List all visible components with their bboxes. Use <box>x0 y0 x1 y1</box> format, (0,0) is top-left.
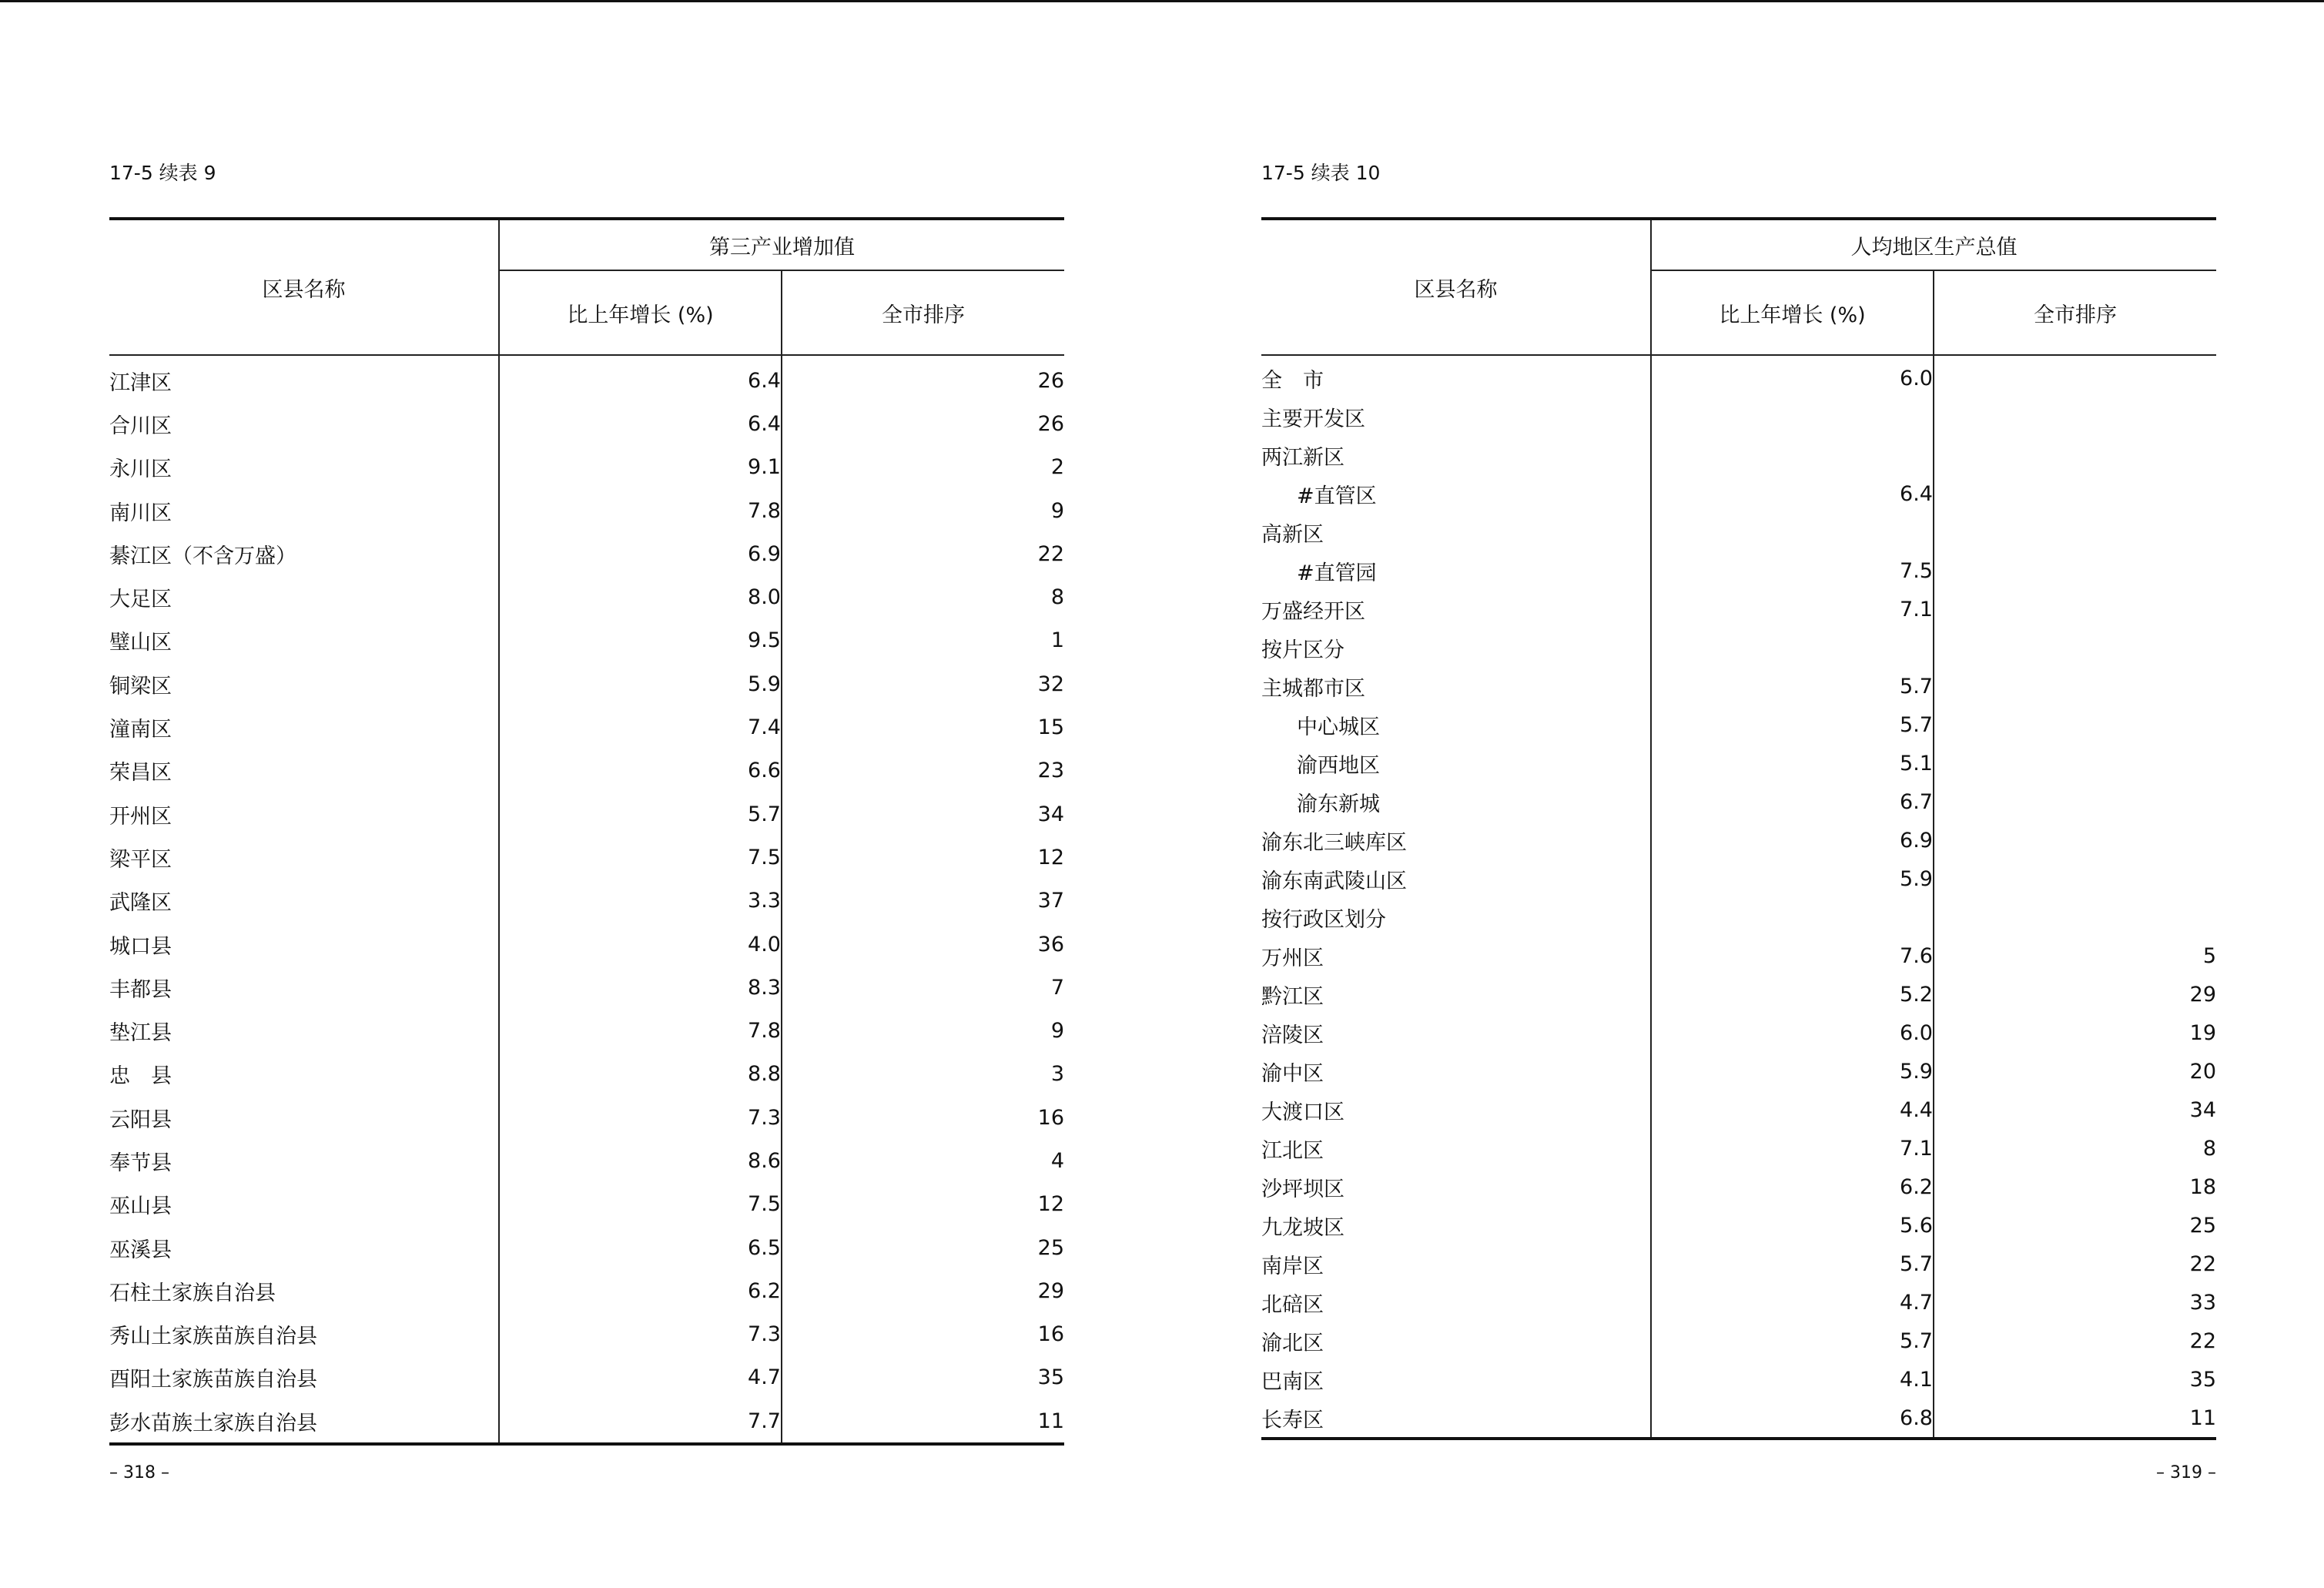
table-row <box>109 1139 1064 1182</box>
right-page <box>1261 0 2216 1588</box>
rank-cell: 9 <box>1050 1019 1064 1044</box>
table-row <box>1261 859 2216 898</box>
district-name-cell: 渝东南武陵山区 <box>1261 859 1651 898</box>
table-row <box>1261 744 2216 782</box>
growth-cell: 8.8 <box>499 1053 782 1096</box>
table-row <box>109 489 1064 532</box>
rank-cell <box>1934 628 2216 667</box>
header-district-name: 区县名称 <box>109 219 499 355</box>
growth-cell: 6.4 <box>1651 474 1934 513</box>
table-row <box>1261 1052 2216 1090</box>
rank-cell: 1 <box>1050 628 1064 653</box>
table-row <box>1261 1090 2216 1129</box>
rank-cell: 36 <box>1037 932 1064 956</box>
table-row <box>1261 1129 2216 1168</box>
district-name-cell: #直管园 <box>1261 551 1651 590</box>
rank-cell <box>1934 397 2216 436</box>
rank-cell: 34 <box>1037 802 1064 826</box>
growth-cell: 4.4 <box>1651 1090 1934 1129</box>
growth-cell: 6.7 <box>1651 782 1934 821</box>
district-name-cell: 黔江区 <box>1261 975 1651 1013</box>
growth-cell: 6.4 <box>499 355 782 402</box>
table-row <box>109 749 1064 792</box>
growth-cell <box>1651 898 1934 936</box>
table-row <box>109 1356 1064 1399</box>
district-name-cell: 两江新区 <box>1261 436 1651 474</box>
district-name-cell: 涪陵区 <box>1261 1013 1651 1052</box>
district-name-cell: 丰都县 <box>109 966 499 1009</box>
table-row <box>1261 667 2216 705</box>
growth-cell: 7.1 <box>1651 590 1934 628</box>
table-row <box>1261 705 2216 744</box>
table-row <box>109 705 1064 749</box>
growth-cell: 7.1 <box>1651 1129 1934 1168</box>
growth-cell: 8.3 <box>499 966 782 1009</box>
table-row <box>1261 397 2216 436</box>
district-name-cell: 北碚区 <box>1261 1283 1651 1322</box>
table-row <box>109 1226 1064 1269</box>
district-name-cell: 巫山县 <box>109 1183 499 1226</box>
rank-cell <box>1934 513 2216 551</box>
district-name-cell: 沙坪坝区 <box>1261 1168 1651 1206</box>
growth-cell: 6.8 <box>1651 1399 1934 1439</box>
growth-cell: 6.0 <box>1651 1013 1934 1052</box>
table-row <box>1261 628 2216 667</box>
rank-cell: 11 <box>1037 1409 1064 1433</box>
district-name-cell: 按片区分 <box>1261 628 1651 667</box>
table-row <box>109 402 1064 445</box>
growth-cell: 6.4 <box>499 402 782 445</box>
rank-cell: 25 <box>1037 1235 1064 1260</box>
table-caption: 17-5 续表 9 <box>109 162 216 184</box>
district-name-cell: 江津区 <box>109 355 499 402</box>
table-row <box>1261 1283 2216 1322</box>
district-name-cell: 主要开发区 <box>1261 397 1651 436</box>
rank-cell: 8 <box>2202 1136 2216 1161</box>
table-row <box>1261 513 2216 551</box>
district-name-cell: 渝中区 <box>1261 1052 1651 1090</box>
growth-cell: 5.6 <box>1651 1206 1934 1245</box>
rank-cell: 32 <box>1037 672 1064 696</box>
rank-cell <box>1934 898 2216 936</box>
table-row <box>109 792 1064 836</box>
table-row <box>109 879 1064 923</box>
growth-cell: 6.2 <box>1651 1168 1934 1206</box>
growth-cell <box>1651 397 1934 436</box>
table-row <box>109 1313 1064 1356</box>
growth-cell: 7.3 <box>499 1096 782 1139</box>
growth-cell: 5.1 <box>1651 744 1934 782</box>
growth-cell: 4.7 <box>499 1356 782 1399</box>
header-growth: 比上年增长 (%) <box>1651 270 1934 355</box>
table-row <box>1261 1168 2216 1206</box>
district-name-cell: 全 市 <box>1261 355 1651 397</box>
rank-cell <box>1934 821 2216 859</box>
district-name-cell: 渝东北三峡库区 <box>1261 821 1651 859</box>
table-row <box>109 1096 1064 1139</box>
table-row <box>109 1009 1064 1052</box>
growth-cell: 5.9 <box>1651 1052 1934 1090</box>
table-row <box>109 966 1064 1009</box>
growth-cell: 5.7 <box>1651 667 1934 705</box>
table-row <box>109 575 1064 618</box>
table-row <box>1261 1206 2216 1245</box>
growth-cell: 9.5 <box>499 619 782 662</box>
rank-cell: 2 <box>1050 455 1064 480</box>
data-table <box>1261 217 2216 1440</box>
growth-cell: 5.7 <box>499 792 782 836</box>
table-row <box>109 532 1064 575</box>
table-row <box>1261 1360 2216 1399</box>
header-growth: 比上年增长 (%) <box>499 270 782 355</box>
rank-cell: 26 <box>1037 411 1064 436</box>
growth-cell: 4.7 <box>1651 1283 1934 1322</box>
rank-cell <box>1934 744 2216 782</box>
growth-cell: 7.6 <box>1651 936 1934 975</box>
rank-cell: 4 <box>1050 1148 1064 1173</box>
district-name-cell: 主城都市区 <box>1261 667 1651 705</box>
rank-cell: 18 <box>2189 1174 2216 1199</box>
table-row <box>109 662 1064 705</box>
district-name-cell: 永川区 <box>109 446 499 489</box>
growth-cell: 5.7 <box>1651 1245 1934 1283</box>
rank-cell <box>1934 474 2216 513</box>
table-row <box>109 1183 1064 1226</box>
district-name-cell: 城口县 <box>109 923 499 966</box>
growth-cell: 5.7 <box>1651 705 1934 744</box>
growth-cell: 7.5 <box>1651 551 1934 590</box>
rank-cell: 35 <box>2189 1367 2216 1392</box>
rank-cell: 16 <box>1037 1105 1064 1130</box>
page-number: – 318 – <box>109 1463 169 1482</box>
district-name-cell: 按行政区划分 <box>1261 898 1651 936</box>
rank-cell <box>1934 590 2216 628</box>
district-name-cell: 璧山区 <box>109 619 499 662</box>
data-table <box>109 217 1064 1446</box>
growth-cell: 7.7 <box>499 1399 782 1444</box>
district-name-cell: 渝北区 <box>1261 1322 1651 1360</box>
district-name-cell: 高新区 <box>1261 513 1651 551</box>
district-name-cell: 荣昌区 <box>109 749 499 792</box>
district-name-cell: 巴南区 <box>1261 1360 1651 1399</box>
district-name-cell: 大渡口区 <box>1261 1090 1651 1129</box>
growth-cell: 7.8 <box>499 1009 782 1052</box>
header-rank: 全市排序 <box>782 270 1064 355</box>
growth-cell: 5.9 <box>499 662 782 705</box>
rank-cell: 29 <box>1037 1278 1064 1303</box>
district-name-cell: 武隆区 <box>109 879 499 923</box>
growth-cell: 5.2 <box>1651 975 1934 1013</box>
rank-cell: 16 <box>1037 1322 1064 1347</box>
table-body <box>1261 355 2216 1439</box>
rank-cell: 3 <box>1050 1062 1064 1087</box>
table-row <box>1261 590 2216 628</box>
district-name-cell: 梁平区 <box>109 836 499 879</box>
rank-cell: 26 <box>1037 368 1064 393</box>
rank-cell: 33 <box>2189 1290 2216 1315</box>
district-name-cell: 长寿区 <box>1261 1399 1651 1439</box>
rank-cell: 34 <box>2189 1097 2216 1122</box>
district-name-cell: 酉阳土家族苗族自治县 <box>109 1356 499 1399</box>
table-row <box>109 1399 1064 1444</box>
growth-cell: 7.5 <box>499 1183 782 1226</box>
rank-cell: 25 <box>2189 1213 2216 1238</box>
rank-cell <box>1934 436 2216 474</box>
district-name-cell: 南岸区 <box>1261 1245 1651 1283</box>
growth-cell: 6.6 <box>499 749 782 792</box>
table-row <box>1261 551 2216 590</box>
header-district-name: 区县名称 <box>1261 219 1651 355</box>
growth-cell: 9.1 <box>499 446 782 489</box>
rank-cell: 12 <box>1037 1192 1064 1217</box>
rank-cell <box>1934 667 2216 705</box>
district-name-cell: 万盛经开区 <box>1261 590 1651 628</box>
rank-cell: 8 <box>1050 585 1064 610</box>
growth-cell: 6.9 <box>499 532 782 575</box>
rank-cell: 37 <box>1037 889 1064 913</box>
rank-cell: 22 <box>2189 1328 2216 1353</box>
district-name-cell: 巫溪县 <box>109 1226 499 1269</box>
growth-cell: 8.0 <box>499 575 782 618</box>
table-body <box>109 355 1064 1444</box>
district-name-cell: 綦江区（不含万盛） <box>109 532 499 575</box>
district-name-cell: 中心城区 <box>1261 705 1651 744</box>
rank-cell <box>1934 782 2216 821</box>
growth-cell: 7.5 <box>499 836 782 879</box>
district-name-cell: 石柱土家族自治县 <box>109 1269 499 1312</box>
district-name-cell: 渝西地区 <box>1261 744 1651 782</box>
header-rank: 全市排序 <box>1934 270 2216 355</box>
growth-cell <box>1651 513 1934 551</box>
table-row <box>109 1269 1064 1312</box>
table-row <box>1261 898 2216 936</box>
table-row <box>1261 1245 2216 1283</box>
table-row <box>109 836 1064 879</box>
rank-cell: 20 <box>2189 1059 2216 1084</box>
district-name-cell: 奉节县 <box>109 1139 499 1182</box>
table-row <box>1261 436 2216 474</box>
growth-cell: 8.6 <box>499 1139 782 1182</box>
growth-cell: 6.2 <box>499 1269 782 1312</box>
district-name-cell: 合川区 <box>109 402 499 445</box>
rank-cell: 12 <box>1037 845 1064 869</box>
growth-cell: 7.3 <box>499 1313 782 1356</box>
rank-cell: 29 <box>2189 982 2216 1007</box>
district-name-cell: 垫江县 <box>109 1009 499 1052</box>
table-row <box>109 446 1064 489</box>
district-name-cell: 秀山土家族苗族自治县 <box>109 1313 499 1356</box>
rank-cell <box>1934 705 2216 744</box>
growth-cell: 7.8 <box>499 489 782 532</box>
district-name-cell: 渝东新城 <box>1261 782 1651 821</box>
growth-cell: 6.9 <box>1651 821 1934 859</box>
rank-cell <box>1934 859 2216 898</box>
district-name-cell: #直管区 <box>1261 474 1651 513</box>
table-row <box>1261 1013 2216 1052</box>
rank-cell: 11 <box>2189 1405 2216 1430</box>
table-row <box>1261 355 2216 397</box>
rank-cell: 9 <box>1050 498 1064 523</box>
rank-cell: 35 <box>1037 1365 1064 1390</box>
header-group-title: 第三产业增加值 <box>499 219 1064 270</box>
rank-cell: 22 <box>1037 541 1064 566</box>
district-name-cell: 南川区 <box>109 489 499 532</box>
growth-cell: 7.4 <box>499 705 782 749</box>
growth-cell: 6.5 <box>499 1226 782 1269</box>
growth-cell: 5.7 <box>1651 1322 1934 1360</box>
growth-cell <box>1651 436 1934 474</box>
district-name-cell: 铜梁区 <box>109 662 499 705</box>
district-name-cell: 云阳县 <box>109 1096 499 1139</box>
district-name-cell: 九龙坡区 <box>1261 1206 1651 1245</box>
rank-cell: 15 <box>1037 715 1064 740</box>
rank-cell: 23 <box>1037 759 1064 783</box>
rank-cell <box>1934 551 2216 590</box>
table-row <box>109 355 1064 402</box>
table-row <box>1261 936 2216 975</box>
rank-cell <box>1934 355 2216 397</box>
rank-cell: 5 <box>2202 943 2216 968</box>
table-row <box>109 619 1064 662</box>
table-row <box>1261 1399 2216 1439</box>
district-name-cell: 万州区 <box>1261 936 1651 975</box>
rank-cell: 7 <box>1050 975 1064 1000</box>
table-row <box>1261 975 2216 1013</box>
district-name-cell: 忠 县 <box>109 1053 499 1096</box>
growth-cell: 4.1 <box>1651 1360 1934 1399</box>
growth-cell <box>1651 628 1934 667</box>
district-name-cell: 开州区 <box>109 792 499 836</box>
rank-cell: 22 <box>2189 1251 2216 1276</box>
left-page <box>109 0 1064 1588</box>
district-name-cell: 彭水苗族土家族自治县 <box>109 1399 499 1444</box>
table-row <box>1261 474 2216 513</box>
district-name-cell: 潼南区 <box>109 705 499 749</box>
table-row <box>109 923 1064 966</box>
table-row <box>1261 782 2216 821</box>
table-row <box>1261 821 2216 859</box>
growth-cell: 3.3 <box>499 879 782 923</box>
table-caption: 17-5 续表 10 <box>1261 162 1381 184</box>
growth-cell: 6.0 <box>1651 355 1934 397</box>
district-name-cell: 大足区 <box>109 575 499 618</box>
table-row <box>109 1053 1064 1096</box>
rank-cell: 19 <box>2189 1020 2216 1045</box>
table-row <box>1261 1322 2216 1360</box>
header-group-title: 人均地区生产总值 <box>1651 219 2216 270</box>
page-number: – 319 – <box>2156 1463 2216 1482</box>
growth-cell: 4.0 <box>499 923 782 966</box>
district-name-cell: 江北区 <box>1261 1129 1651 1168</box>
growth-cell: 5.9 <box>1651 859 1934 898</box>
